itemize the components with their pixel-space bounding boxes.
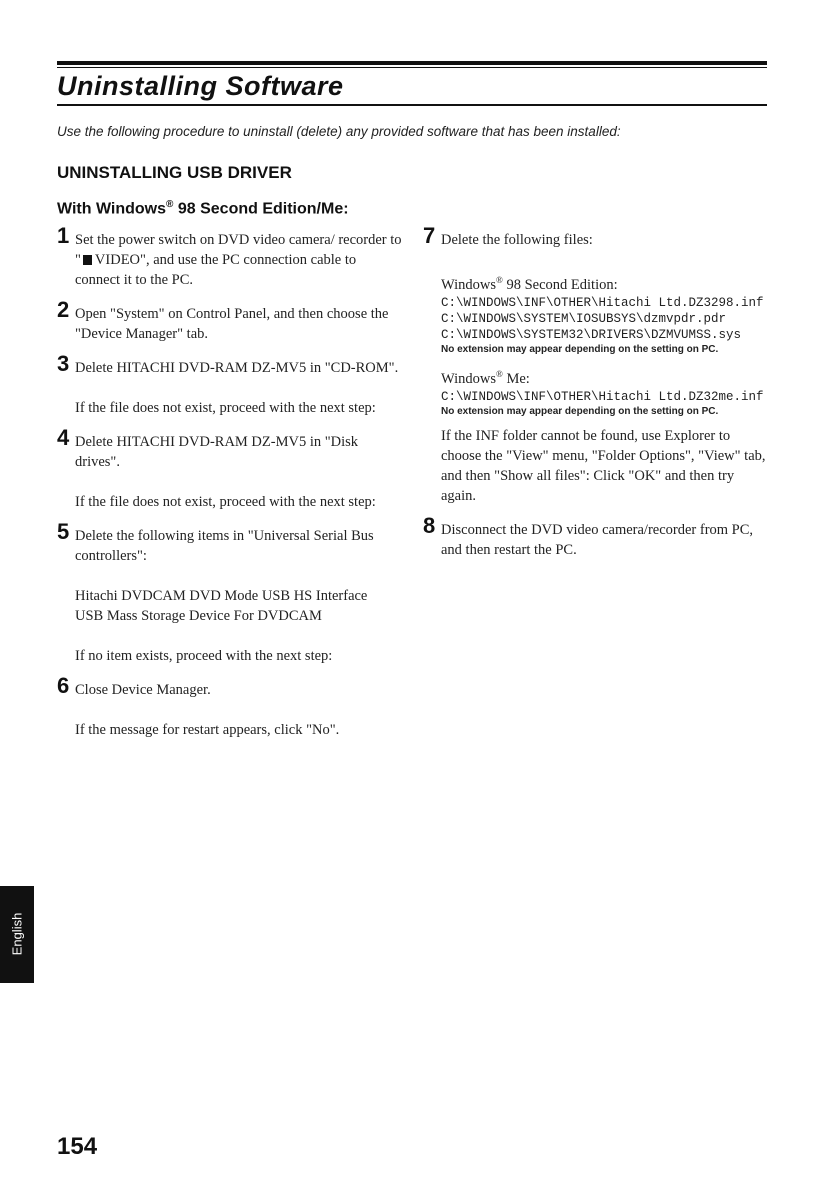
step-text: Open "System" on Control Panel, and then choose the "Device Manager" tab. (75, 306, 389, 342)
step-followup: If the INF folder cannot be found, use Explorer to choose the "View" menu, "Folder Options", "View" tab, and then "Show all files": Click "OK" and then try again. (441, 427, 766, 504)
os-label-pre: Windows (441, 276, 496, 293)
step-8 (423, 512, 768, 560)
os-label-pre: Windows (441, 370, 496, 387)
os-label-98se (441, 270, 768, 295)
file-path: C:\WINDOWS\SYSTEM\IOSUBSYS\dzmvpdr.pdr (441, 311, 727, 326)
step-1-text-post: VIDEO", and use the PC connection cable to connect it to the PC. (75, 252, 357, 288)
step-text: Delete HITACHI DVD-RAM DZ-MV5 in "CD-ROM". (75, 360, 399, 376)
language-tab (0, 886, 34, 983)
list-item: Hitachi DVDCAM DVD Mode USB HS Interface (75, 588, 368, 604)
step-followup: If the file does not exist, proceed with the next step: (75, 494, 376, 510)
os-label-post: 98 Second Edition: (502, 276, 618, 293)
step-followup: If the file does not exist, proceed with the next step: (75, 400, 376, 416)
list-item: USB Mass Storage Device For DVDCAM (75, 608, 322, 624)
step-6 (57, 673, 402, 740)
step-number: 2 (57, 297, 70, 322)
step-number: 1 (57, 223, 70, 248)
os-label-post: Me: (502, 370, 530, 387)
step-3 (57, 351, 402, 418)
step-number: 4 (57, 425, 70, 450)
intro-text: Use the following procedure to uninstall (delete) any provided software that has been installed: (57, 124, 621, 139)
step-text: Delete the following items in "Universal Serial Bus controllers": (75, 528, 374, 564)
step-text: Delete HITACHI DVD-RAM DZ-MV5 in "Disk drives". (75, 434, 359, 470)
step-followup: If no item exists, proceed with the next step: (75, 648, 333, 664)
step-5 (57, 519, 402, 666)
section-subheading (57, 199, 349, 218)
section-heading: UNINSTALLING USB DRIVER (57, 163, 292, 182)
step-4 (57, 425, 402, 512)
step-text: Delete the following files: (441, 232, 593, 248)
file-path: C:\WINDOWS\SYSTEM32\DRIVERS\DZMVUMSS.sys (441, 327, 742, 342)
right-column (423, 223, 768, 560)
step-1 (57, 223, 402, 290)
subheading-pre: With Windows (57, 200, 167, 218)
os-label-me (441, 364, 768, 389)
file-path: C:\WINDOWS\INF\OTHER\Hitachi Ltd.DZ3298.inf (441, 295, 764, 310)
header-rule-bottom (57, 104, 767, 106)
note-text: No extension may appear depending on the setting on PC. (441, 405, 719, 417)
os-label-reg: ® (496, 275, 503, 285)
file-path: C:\WINDOWS\INF\OTHER\Hitachi Ltd.DZ32me.inf (441, 389, 764, 404)
step-text: Close Device Manager. (75, 682, 211, 698)
step-text: Disconnect the DVD video camera/recorder from PC, and then restart the PC. (441, 521, 754, 558)
step-1-text-pre: Set the power switch on DVD video camera/ recorder to " (75, 232, 402, 268)
left-column (57, 223, 402, 740)
step-number: 8 (423, 512, 436, 538)
subheading-reg: ® (166, 199, 174, 210)
note-text: No extension may appear depending on the setting on PC. (441, 343, 719, 355)
step-2 (57, 297, 402, 344)
step-7 (423, 223, 768, 506)
step-text (75, 230, 402, 290)
page-number: 154 (57, 1133, 98, 1160)
step-number: 6 (57, 673, 70, 698)
page-title: Uninstalling Software (57, 71, 344, 101)
video-camera-icon (83, 255, 92, 265)
step-number: 5 (57, 519, 70, 544)
os-label-reg: ® (496, 368, 503, 379)
step-followup: If the message for restart appears, click "No". (75, 722, 340, 738)
header-rule-top (57, 61, 767, 65)
step-number: 7 (423, 223, 436, 248)
language-tab-label: English (9, 912, 25, 956)
header-rule-top-thin (57, 67, 767, 68)
step-number: 3 (57, 351, 70, 376)
subheading-post: 98 Second Edition/Me: (173, 200, 349, 218)
